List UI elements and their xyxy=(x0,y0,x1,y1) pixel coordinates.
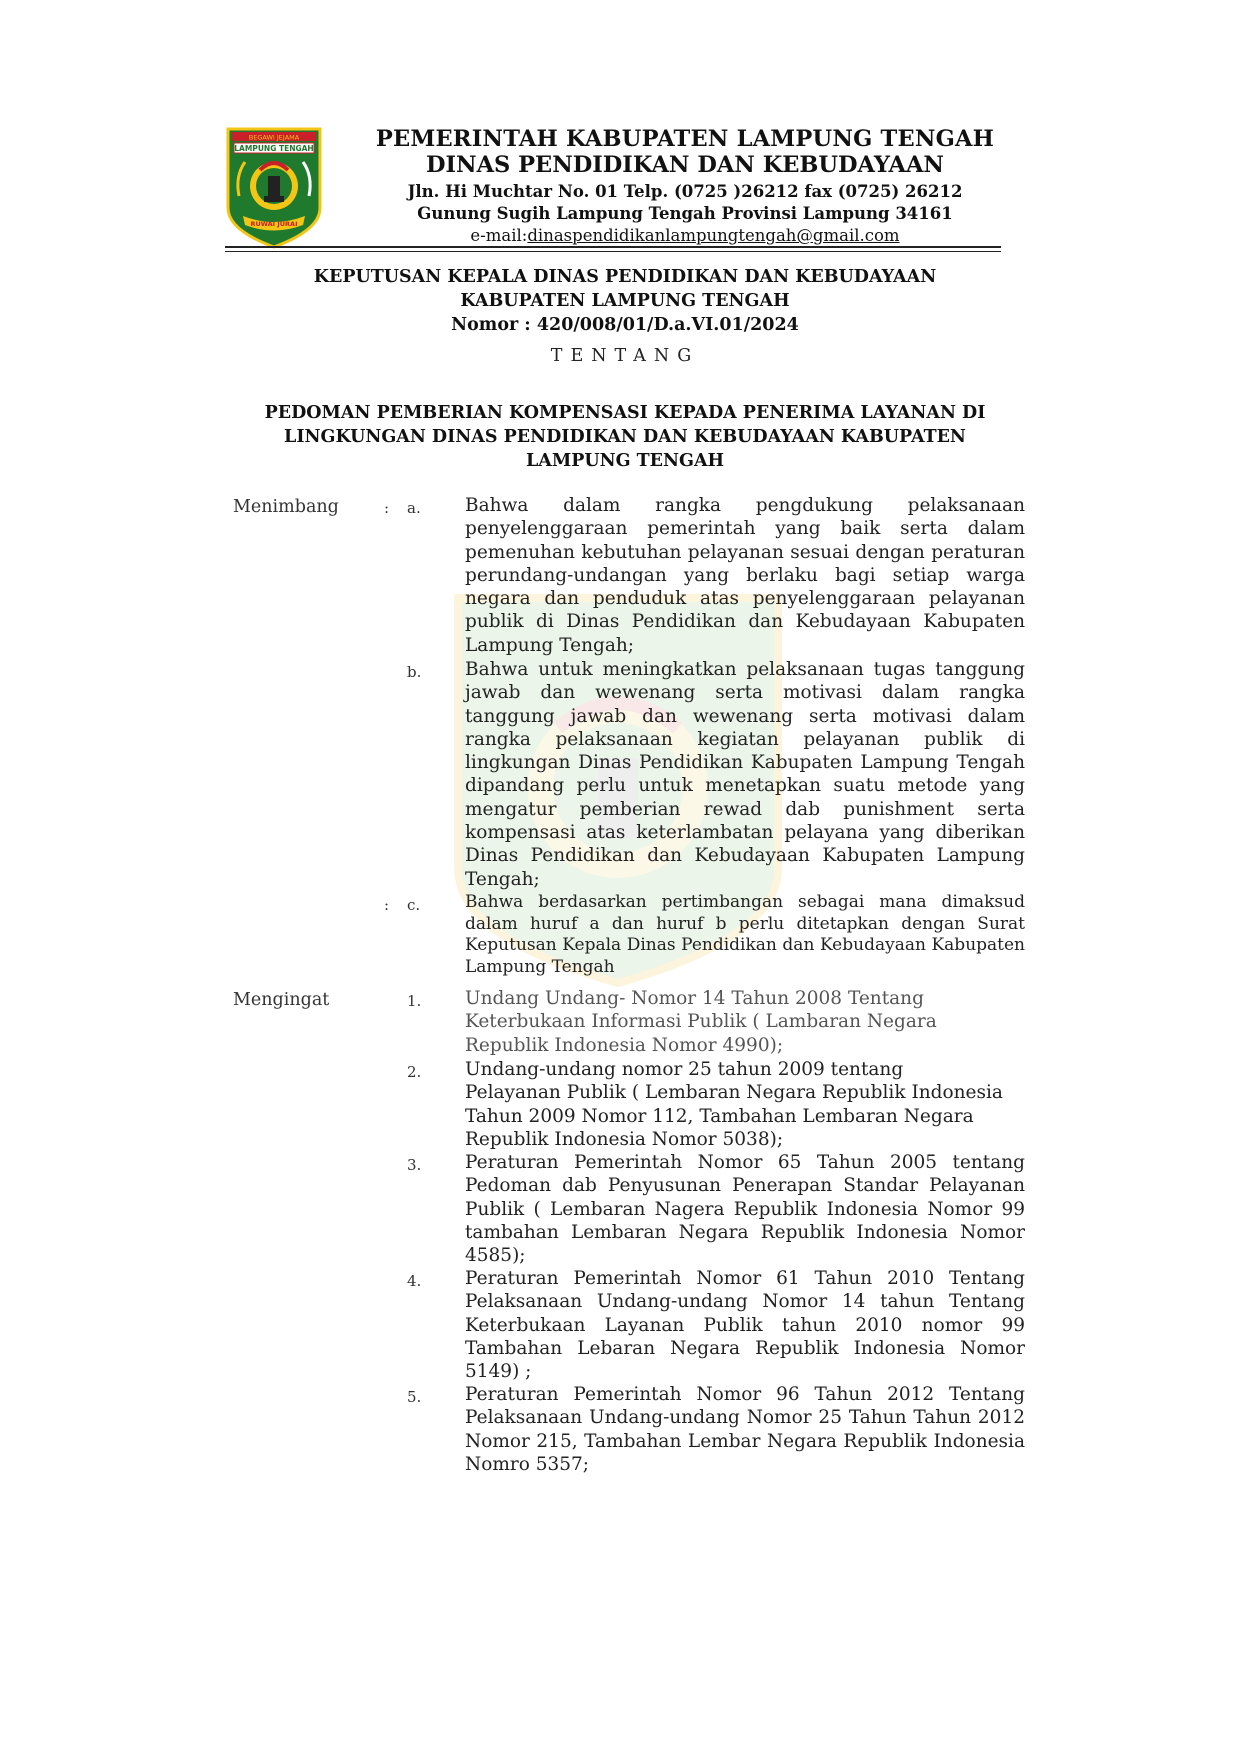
menimbang-a-text: Bahwa dalam rangka pengdukung pelaksanaan penyelenggaraan pemerintah yang baik serta dalam pemenuhan kebutuhan pelayanan sesuai dengan peraturan perundang-undangan yang berlaku bagi setiap warga negara dan penduduk atas penyelenggaraan pelayanan publik di Dinas Pendidikan dan Kebudayaan Kabupaten Lampung Tengah; xyxy=(465,495,1025,656)
mengingat-1-line-3: Republik Indonesia Nomor 4990); xyxy=(465,1034,784,1056)
mengingat-1-line-1: Undang Undang- Nomor 14 Tahun 2008 Tentang xyxy=(465,988,924,1009)
mengingat-3-marker: 3. xyxy=(407,1156,422,1174)
email-line xyxy=(340,225,1030,247)
logo-ribbon-text: RUWAI JURAI xyxy=(250,220,298,228)
email-link[interactable]: dinaspendidikanlampungtengah@gmail.com xyxy=(527,226,900,245)
mengingat-2-line-4: Republik Indonesia Nomor 5038); xyxy=(465,1128,784,1150)
letterhead xyxy=(340,126,1030,247)
decree-title-line-1: KEPUTUSAN KEPALA DINAS PENDIDIKAN DAN KEBUDAYAAN xyxy=(313,267,937,287)
tentang-heading: TENTANG xyxy=(550,346,700,366)
logo-motto-text: BEGAWI JEJAMA xyxy=(248,133,300,142)
mengingat-1-text xyxy=(465,987,1025,1057)
address-line-2: Gunung Sugih Lampung Tengah Provinsi Lampung 34161 xyxy=(417,204,953,223)
mengingat-1-line-2: Keterbukaan Informasi Publik ( Lambaran Negara xyxy=(465,1011,937,1033)
decree-title-line-2: KABUPATEN LAMPUNG TENGAH xyxy=(460,291,790,311)
email-label: e-mail: xyxy=(470,226,528,245)
department-name: DINAS PENDIDIKAN DAN KEBUDAYAAN xyxy=(425,152,945,178)
menimbang-label: Menimbang xyxy=(233,497,339,517)
decree-subject-line-3: LAMPUNG TENGAH xyxy=(525,451,725,471)
letterhead-divider-thick xyxy=(225,246,1001,248)
menimbang-c-marker: c. xyxy=(407,896,421,914)
logo-banner-text: LAMPUNG TENGAH xyxy=(234,144,314,153)
decree-number: Nomor : 420/008/01/D.a.VI.01/2024 xyxy=(451,315,799,335)
mengingat-label: Mengingat xyxy=(233,990,330,1010)
mengingat-2-line-1: Undang-undang nomor 25 tahun 2009 tentang xyxy=(465,1059,904,1080)
menimbang-a-marker: a. xyxy=(407,499,421,517)
mengingat-2-line-3: Tahun 2009 Nomor 112, Tambahan Lembaran Negara xyxy=(465,1105,974,1127)
mengingat-5-marker: 5. xyxy=(407,1388,422,1406)
mengingat-2-line-2: Pelayanan Publik ( Lembaran Negara Republik Indonesia xyxy=(465,1082,1003,1104)
mengingat-1-marker: 1. xyxy=(407,992,422,1010)
mengingat-4-text: Peraturan Pemerintah Nomor 61 Tahun 2010 Tentang Pelaksanaan Undang-undang Nomor 14 tahun Tentang Keterbukaan Layanan Publik tahun 2010 nomor 99 Tambahan Lebaran Negara Republik Indonesia Nomor 5149) ; xyxy=(465,1268,1025,1383)
menimbang-b-text: Bahwa untuk meningkatkan pelaksanaan tugas tanggung jawab dan wewenang serta motivasi dalam rangka tanggung jawab dan wewenang serta motivasi dalam rangka pelaksanaan kegiatan pelayanan publik di lingkungan Dinas Pendidikan Kabupaten Lampung Tengah dipandang perlu untuk menetapkan suatu metode yang mengatur pemberian rewad dab punishment serta kompensasi atas keterlambatan pelayana yang diberikan Dinas Pendidikan dan Kebudayaan Kabupaten Lampung Tengah; xyxy=(465,659,1025,890)
letterhead-divider-thin xyxy=(225,251,1001,252)
mengingat-2-text xyxy=(465,1058,1025,1151)
mengingat-2-marker: 2. xyxy=(407,1063,422,1081)
menimbang-c-colon: : xyxy=(384,896,390,914)
decree-subject-line-1: PEDOMAN PEMBERIAN KOMPENSASI KEPADA PENERIMA LAYANAN DI xyxy=(264,403,986,423)
government-name: PEMERINTAH KABUPATEN LAMPUNG TENGAH xyxy=(375,126,995,152)
decree-subject-line-2: LINGKUNGAN DINAS PENDIDIKAN DAN KEBUDAYAAN KABUPATEN xyxy=(284,427,966,447)
menimbang-c-text: Bahwa berdasarkan pertimbangan sebagai mana dimaksud dalam huruf a dan huruf b perlu ditetapkan dengan Surat Keputusan Kepala Dinas Pendidikan dan Kebudayaan Kabupaten Lampung Tengah xyxy=(465,892,1025,977)
lampung-tengah-logo-icon xyxy=(225,126,323,250)
decree-title xyxy=(225,265,1025,337)
address-line-1: Jln. Hi Muchtar No. 01 Telp. (0725 )26212 fax (0725) 26212 xyxy=(407,182,963,201)
mengingat-5-text: Peraturan Pemerintah Nomor 96 Tahun 2012 Tentang Pelaksanaan Undang-undang Nomor 25 Tahun Tahun 2012 Nomor 215, Tambahan Lembar Negara Republik Indonesia Nomro 5357; xyxy=(465,1384,1025,1475)
menimbang-b-marker: b. xyxy=(407,663,422,681)
decree-subject xyxy=(225,401,1025,473)
menimbang-a-colon: : xyxy=(384,499,390,517)
mengingat-4-marker: 4. xyxy=(407,1272,422,1290)
mengingat-3-text: Peraturan Pemerintah Nomor 65 Tahun 2005 tentang Pedoman dab Penyusunan Penerapan Standar Pelayanan Publik ( Lembaran Nagera Republik Indonesia Nomor 99 tambahan Lembaran Negara Republik Indonesia Nomor 4585); xyxy=(465,1152,1025,1267)
